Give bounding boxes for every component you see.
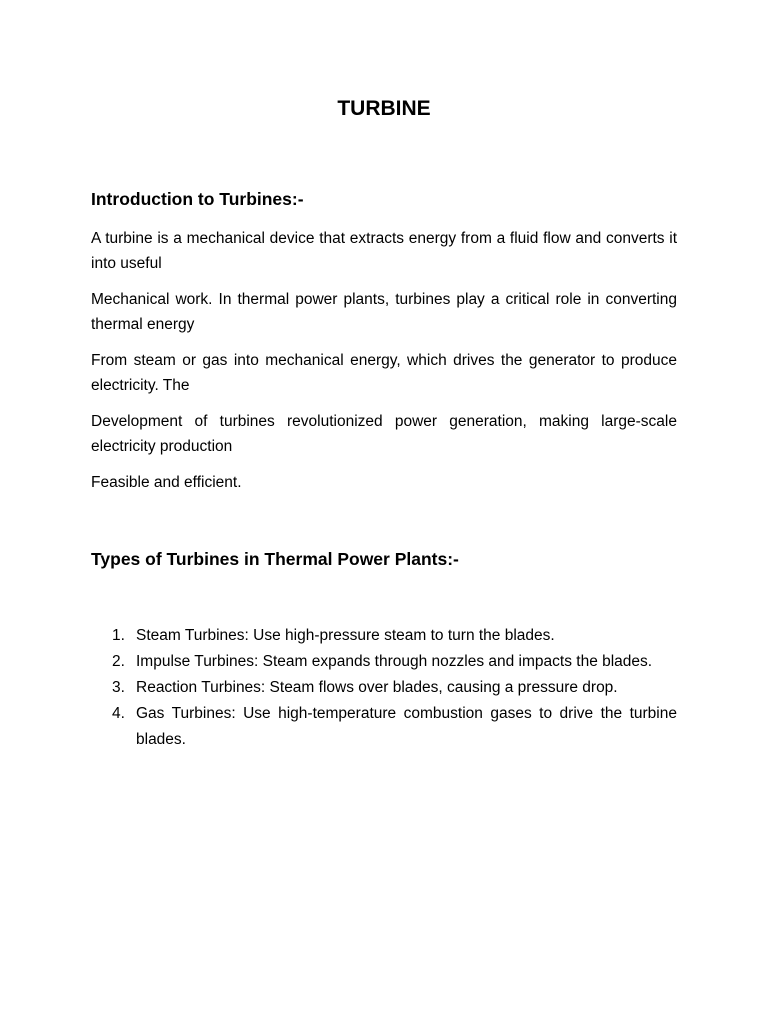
turbine-types-list xyxy=(91,623,677,752)
list-item-text: Gas Turbines: Use high-temperature combustion gases to drive the turbine blades. xyxy=(136,705,677,748)
document-title: TURBINE xyxy=(337,97,431,120)
list-item-number: 4. xyxy=(112,705,125,722)
list-item-text: Reaction Turbines: Steam flows over blades, causing a pressure drop. xyxy=(136,679,618,696)
list-item-number: 3. xyxy=(112,679,125,696)
intro-paragraph-1: A turbine is a mechanical device that extracts energy from a fluid flow and converts it into useful xyxy=(91,230,677,272)
intro-heading: Introduction to Turbines:- xyxy=(91,189,304,209)
intro-paragraph-4: Development of turbines revolutionized power generation, making large-scale electricity production xyxy=(91,413,677,455)
intro-paragraph-3: From steam or gas into mechanical energy, which drives the generator to produce electricity. The xyxy=(91,352,677,394)
document-body xyxy=(91,187,677,753)
list-item-text: Steam Turbines: Use high-pressure steam to turn the blades. xyxy=(136,627,555,644)
list-item xyxy=(91,649,677,675)
intro-paragraph-5: Feasible and efficient. xyxy=(91,474,242,491)
list-item xyxy=(91,675,677,701)
intro-paragraph-2: Mechanical work. In thermal power plants, turbines play a critical role in converting thermal energy xyxy=(91,291,677,333)
types-heading: Types of Turbines in Thermal Power Plants:- xyxy=(91,549,459,569)
list-item xyxy=(91,701,677,752)
list-item-number: 2. xyxy=(112,653,125,670)
list-item xyxy=(91,623,677,649)
list-item-text: Impulse Turbines: Steam expands through nozzles and impacts the blades. xyxy=(136,653,653,670)
list-item-number: 1. xyxy=(112,627,125,644)
